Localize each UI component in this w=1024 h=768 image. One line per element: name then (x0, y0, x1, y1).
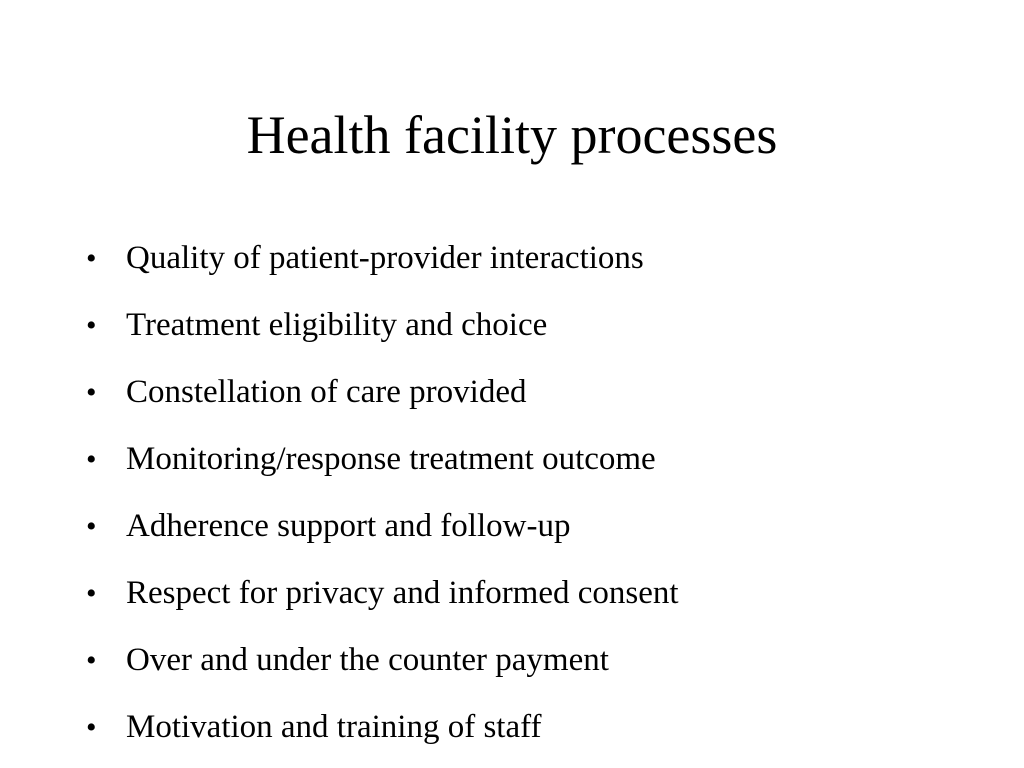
bullet-text: Quality of patient-provider interactions (126, 240, 644, 276)
bullet-text: Respect for privacy and informed consent (126, 575, 679, 611)
bullet-icon: • (86, 376, 97, 409)
list-item (0, 225, 1024, 292)
slide-title: Health facility processes (246, 105, 778, 165)
bullet-text: Motivation and training of staff (126, 709, 542, 745)
bullet-icon: • (86, 309, 97, 342)
list-item (0, 627, 1024, 694)
bullet-icon: • (86, 711, 97, 744)
list-item (0, 560, 1024, 627)
bullet-text: Adherence support and follow-up (126, 508, 571, 544)
list-item (0, 292, 1024, 359)
bullet-list (0, 225, 1024, 761)
bullet-icon: • (86, 577, 97, 610)
bullet-icon: • (86, 443, 97, 476)
list-item (0, 359, 1024, 426)
bullet-text: Constellation of care provided (126, 374, 527, 410)
bullet-text: Over and under the counter payment (126, 642, 609, 678)
bullet-icon: • (86, 644, 97, 677)
bullet-icon: • (86, 242, 97, 275)
bullet-text: Monitoring/response treatment outcome (126, 441, 656, 477)
bullet-icon: • (86, 510, 97, 543)
list-item (0, 493, 1024, 560)
bullet-text: Treatment eligibility and choice (126, 307, 548, 343)
list-item (0, 426, 1024, 493)
list-item (0, 694, 1024, 761)
